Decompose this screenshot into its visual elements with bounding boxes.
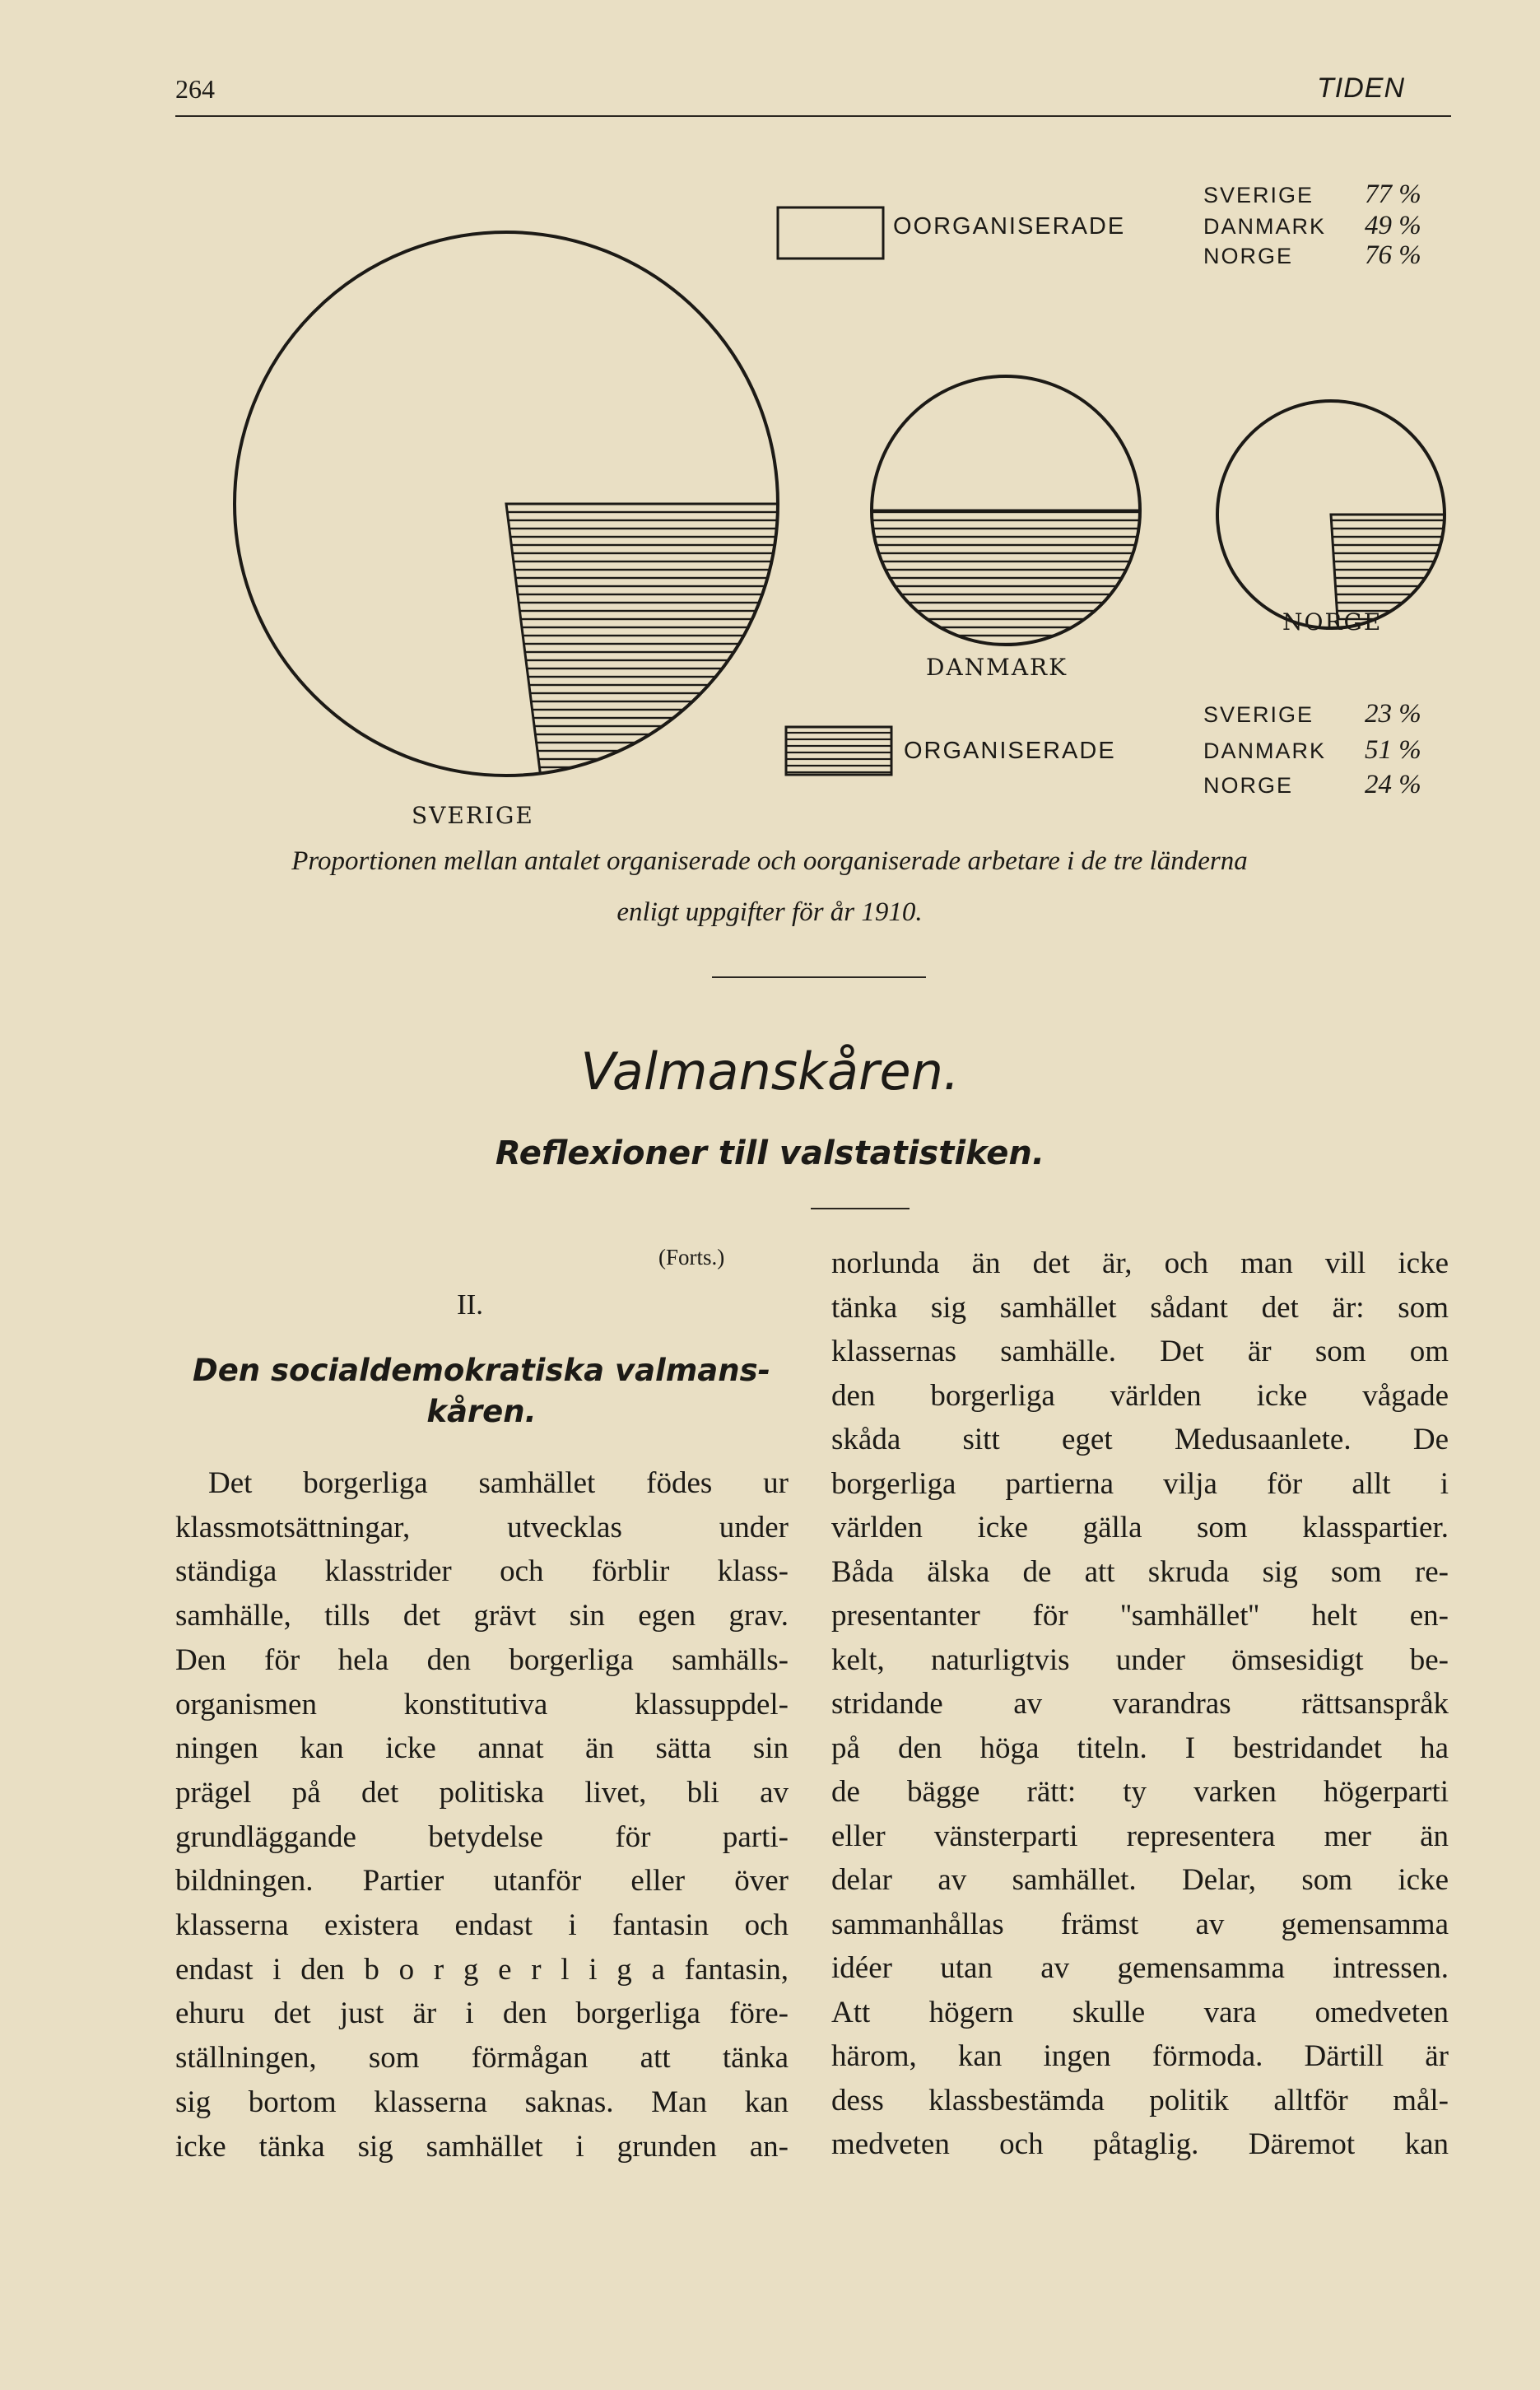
text-line: på den höga titeln. I bestridandet ha xyxy=(831,1731,1449,1765)
section-heading-line1: Den socialdemokratiska valmans- xyxy=(193,1353,770,1388)
pie-sverige xyxy=(235,232,778,776)
legend-label-unorganised: OORGANISERADE xyxy=(893,213,1126,240)
text-line: den borgerliga världen icke vågade xyxy=(831,1378,1449,1413)
text-line: tänka sig samhället sådant det är: som xyxy=(831,1290,1449,1325)
text-line: ningen kan icke annat än sätta sin xyxy=(175,1731,789,1766)
legend-country: NORGE xyxy=(1203,773,1294,798)
text-line: stridande av varandras rättsanspråk xyxy=(831,1687,1449,1721)
text-line: sammanhållas främst av gemensamma xyxy=(831,1907,1449,1941)
legend-country: DANMARK xyxy=(1203,214,1327,239)
text-line: Att högern skulle vara omedveten xyxy=(831,1995,1449,2029)
text-line: ständiga klasstrider och förblir klass- xyxy=(175,1554,789,1589)
divider xyxy=(712,976,926,978)
section-number: II. xyxy=(457,1288,484,1321)
text-line: samhälle, tills det grävt sin egen grav. xyxy=(175,1599,789,1633)
article-subtitle: Reflexioner till valstatistiken. xyxy=(495,1134,1045,1172)
legend-label-organised: ORGANISERADE xyxy=(904,738,1116,764)
legend-value: 49 % xyxy=(1365,211,1421,240)
text-line: ställningen, som förmågan att tänka xyxy=(175,2041,789,2076)
figure-caption-line1: Proportionen mellan antalet organiserade och oorganiserade arbetare i de tre länderna xyxy=(291,846,1248,876)
text-line: ehuru det just är i den borgerliga före- xyxy=(175,1996,789,2031)
text-line: norlunda än det är, och man vill icke xyxy=(831,1246,1449,1280)
legend-unorganised xyxy=(778,179,1421,270)
text-line: grundläggande betydelse för parti- xyxy=(175,1819,789,1854)
text-line: världen icke gälla som klasspartier. xyxy=(831,1511,1449,1544)
running-head: TIDEN xyxy=(1317,72,1405,104)
pie-label-danmark: DANMARK xyxy=(926,654,1068,681)
pie-label-norge: NORGE xyxy=(1282,608,1383,636)
text-line: delar av samhället. Delar, som icke xyxy=(831,1863,1449,1897)
text-line: Den för hela den borgerliga samhälls- xyxy=(175,1642,789,1677)
legend-value: 77 % xyxy=(1365,179,1421,209)
text-line: skåda sitt eget Medusaanlete. De xyxy=(831,1423,1449,1456)
text-line: icke tänka sig samhället i grunden an- xyxy=(175,2129,789,2164)
section-heading xyxy=(173,1350,790,1433)
legend-value: 24 % xyxy=(1365,770,1421,799)
text-line: dess klassbestämda politik alltför mål- xyxy=(831,2083,1449,2117)
article-title: Valmanskåren. xyxy=(580,1041,960,1102)
legend-country: SVERIGE xyxy=(1203,183,1314,207)
text-line: idéer utan av gemensamma intressen. xyxy=(831,1951,1449,1985)
pie-sverige-organised-slice xyxy=(506,504,778,773)
text-line: Det borgerliga samhället födes ur xyxy=(208,1466,789,1500)
text-line: klassernas samhälle. Det är som om xyxy=(831,1335,1449,1368)
legend-country: DANMARK xyxy=(1203,738,1327,763)
section-heading-line2: kåren. xyxy=(426,1394,537,1429)
legend-value: 76 % xyxy=(1365,240,1421,270)
pie-norge xyxy=(1217,401,1445,628)
page-number: 264 xyxy=(175,74,215,104)
text-line: eller vänsterparti representera mer än xyxy=(831,1819,1449,1853)
text-line: borgerliga partierna vilja för allt i xyxy=(831,1466,1449,1501)
text-line: kelt, naturligtvis under ömsesidigt be- xyxy=(831,1642,1449,1677)
pie-chart-figure xyxy=(0,0,1540,832)
text-line: organismen konstitutiva klassuppdel- xyxy=(175,1687,789,1721)
pie-danmark xyxy=(872,376,1140,645)
text-line: presentanter för ''samhället'' helt en- xyxy=(831,1599,1449,1633)
text-line: prägel på det politiska livet, bli av xyxy=(175,1775,789,1810)
text-line: sig bortom klasserna saknas. Man kan xyxy=(175,2085,789,2119)
pie-label-sverige: SVERIGE xyxy=(412,802,534,829)
legend-swatch-hatched xyxy=(786,727,891,775)
text-line: klassmotsättningar, utvecklas under xyxy=(175,1510,789,1544)
pie-danmark-organised-slice xyxy=(872,510,1140,645)
divider xyxy=(811,1208,910,1209)
legend-country: NORGE xyxy=(1203,244,1294,268)
legend-value: 51 % xyxy=(1365,735,1421,765)
text-line: de bägge rätt: ty varken högerparti xyxy=(831,1775,1449,1809)
text-line: klasserna existera endast i fantasin och xyxy=(175,1908,789,1942)
text-line: bildningen. Partier utanför eller över xyxy=(175,1864,789,1898)
text-line: endast i den b o r g e r l i g a fantasin, xyxy=(175,1952,789,1987)
legend-country: SVERIGE xyxy=(1203,702,1314,727)
text-line: Båda älska de att skruda sig som re- xyxy=(831,1554,1449,1589)
figure-caption-line2: enligt uppgifter för år 1910. xyxy=(616,897,923,927)
text-line: härom, kan ingen förmoda. Därtill är xyxy=(831,2039,1449,2073)
legend-swatch-empty xyxy=(778,207,883,259)
text-line: medveten och påtaglig. Däremot kan xyxy=(831,2127,1449,2161)
continued-note: (Forts.) xyxy=(658,1245,725,1270)
legend-organised xyxy=(786,699,1421,799)
legend-value: 23 % xyxy=(1365,699,1421,729)
